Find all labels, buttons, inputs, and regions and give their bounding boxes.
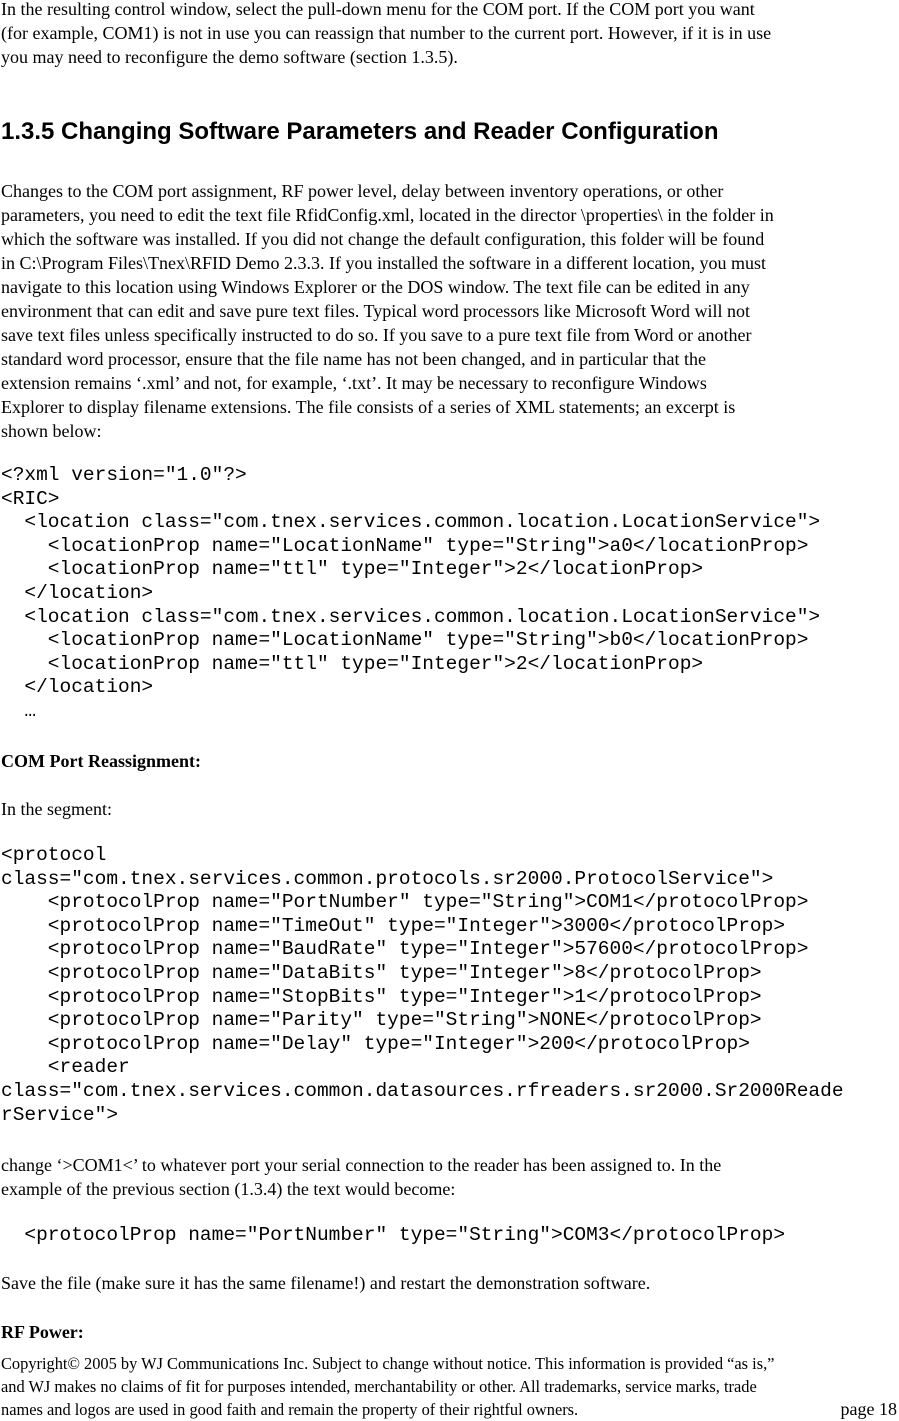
config-paragraph [1,179,899,443]
code-line: <protocolProp name="Delay" type="Integer">200</protocolProp> [1,1032,750,1055]
code-line: <location class="com.tnex.services.common.location.LocationService"> [1,605,821,628]
rf-power-heading: RF Power: [1,1322,84,1342]
footer-line: and WJ makes no claims of fit for purposes intended, merchantability or other. All trademarks, service marks, trade [1,1377,757,1396]
config-line: which the software was installed. If you did not change the default configuration, this folder will be found [1,229,765,249]
code-line: <protocolProp name="PortNumber" type="String">COM1</protocolProp> [1,891,809,914]
config-line: standard word processor, ensure that the file name has not been changed, and in particular that the [1,349,707,369]
code-line: <protocolProp name="StopBits" type="Integer">1</protocolProp> [1,985,762,1008]
change-paragraph [1,1153,899,1201]
intro-line: you may need to reconfigure the demo software (section 1.3.5). [1,47,458,67]
footer-line: names and logos are used in good faith and remain the property of their rightful owners. [1,1400,579,1419]
code-line: class="com.tnex.services.common.datasources.rfreaders.sr2000.Sr2000Reade [1,1079,844,1102]
footer-line: Copyright© 2005 by WJ Communications Inc. Subject to change without notice. This information is provided “as is,” [1,1354,775,1373]
com-port-heading: COM Port Reassignment: [1,751,201,771]
code-line: <location class="com.tnex.services.common.location.LocationService"> [1,511,821,534]
code-line: <?xml version="1.0"?> [1,464,247,486]
code-line: <locationProp name="LocationName" type="String">a0</locationProp> [1,534,809,557]
config-line: in C:\Program Files\Tnex\RFID Demo 2.3.3. If you installed the software in a different location, you must [1,253,767,273]
page-number: page 18 [840,1399,897,1419]
code-line: <protocolProp name="DataBits" type="Integer">8</protocolProp> [1,961,762,984]
intro-line: In the resulting control window, select the pull-down menu for the COM port. If the COM port you want [1,0,755,19]
protocol-excerpt [1,844,899,1127]
xml-excerpt [1,464,899,724]
change-line: example of the previous section (1.3.4) the text would become: [1,1179,456,1199]
config-line: shown below: [1,421,102,441]
intro-paragraph [1,0,899,69]
code-line: <locationProp name="ttl" type="Integer">2</locationProp> [1,652,704,675]
code-line: <protocolProp name="Parity" type="String">NONE</protocolProp> [1,1009,762,1032]
port-example-code: <protocolProp name="PortNumber" type="String">COM3</protocolProp> [1,1224,786,1246]
code-line: <protocol [1,844,107,866]
code-line: rService"> [1,1103,119,1126]
code-line: <protocolProp name="TimeOut" type="Integer">3000</protocolProp> [1,914,786,937]
code-line: <RIC> [1,487,60,510]
segment-text: In the segment: [1,799,112,819]
code-line: <reader [1,1056,130,1079]
code-line: <locationProp name="LocationName" type="String">b0</locationProp> [1,629,809,652]
config-line: environment that can edit and save pure text files. Typical word processors like Microsoft Word will not [1,301,750,321]
intro-line: (for example, COM1) is not in use you can reassign that number to the current port. However, if it is in use [1,23,772,43]
copyright-footer [1,1352,899,1421]
config-line: save text files unless specifically instructed to do so. If you save to a pure text file from Word or another [1,325,752,345]
code-line: <locationProp name="ttl" type="Integer">2</locationProp> [1,558,704,581]
code-line: <protocolProp name="BaudRate" type="Integer">57600</protocolProp> [1,938,809,961]
change-line: change ‘>COM1<’ to whatever port your serial connection to the reader has been assigned to. In the [1,1155,722,1175]
code-line: … [1,699,37,722]
code-line: </location> [1,676,154,699]
section-heading: 1.3.5 Changing Software Parameters and Reader Configuration [1,118,719,145]
config-line: Changes to the COM port assignment, RF power level, delay between inventory operations, or other [1,181,724,201]
config-line: navigate to this location using Windows Explorer or the DOS window. The text file can be edited in any [1,277,750,297]
config-line: parameters, you need to edit the text file RfidConfig.xml, located in the director \properties\ in the folder in [1,205,774,225]
config-line: extension remains ‘.xml’ and not, for example, ‘.txt’. It may be necessary to reconfigure Windows [1,373,707,393]
save-instruction: Save the file (make sure it has the same filename!) and restart the demonstration software. [1,1273,651,1293]
config-line: Explorer to display filename extensions. The file consists of a series of XML statements; an excerpt is [1,397,736,417]
code-line: class="com.tnex.services.common.protocols.sr2000.ProtocolService"> [1,867,774,890]
code-line: </location> [1,581,154,604]
